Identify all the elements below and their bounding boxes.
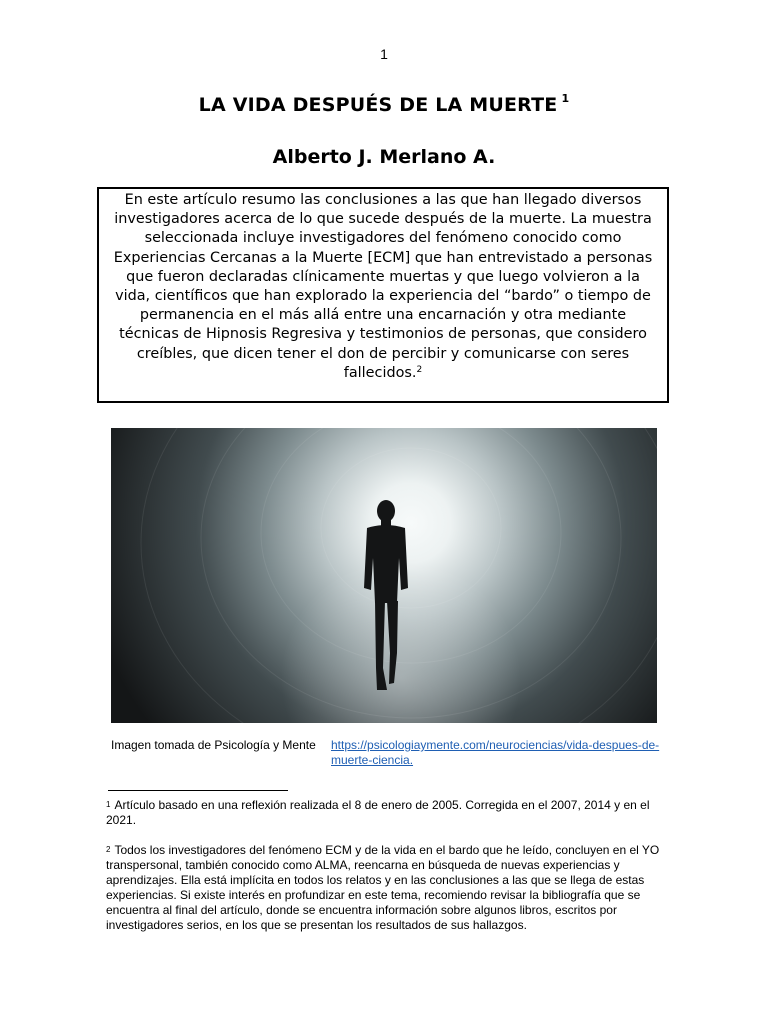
document-title [0, 94, 768, 116]
footnote-1-mark: 1 [106, 800, 111, 809]
page-number: 1 [380, 46, 388, 62]
title-text: LA VIDA DESPUÉS DE LA MUERTE [198, 94, 558, 116]
footnote-2 [106, 843, 666, 933]
abstract-text: En este artículo resumo las conclusiones a las que han llegado diversos investigadores acerca de lo que sucede después de la muerte. La muestra seleccionada incluye investigadores del fenómeno conocido como Experiencias Cercanas a la Muerte [ECM] que han entrevistado a personas que fueron declaradas clínicamente muertas y que luego volvieron a la vida, científicos que han explorado la experiencia del “bardo” o tiempo de permanencia en el más allá entre una encarnación y otra mediante técnicas de Hipnosis Regresiva y testimonios de personas, que considero creíbles, que dicen tener el don de percibir y comunicarse con seres fallecidos. [113, 192, 653, 381]
footnote-2-mark: 2 [106, 845, 111, 854]
footnote-separator [108, 790, 288, 791]
footnotes [106, 798, 666, 948]
footnote-1-text: Artículo basado en una reflexión realizada el 8 de enero de 2005. Corregida en el 2007, 2014 y en el 2021. [106, 798, 650, 827]
title-footnote-ref[interactable]: 1 [561, 92, 570, 105]
author-name: Alberto J. Merlano A. [272, 146, 496, 168]
caption-label: Imagen tomada de Psicología y Mente [111, 738, 316, 752]
hero-image [111, 428, 657, 723]
footnote-2-text: Todos los investigadores del fenómeno ECM y de la vida en el bardo que he leído, concluyen en el YO transpersonal, también conocido como ALMA, reencarna en búsqueda de nuevas experiencias y aprendizajes. Ella está implícita en todos los relatos y en las conclusiones a las que se llega de estas experiencias. Si existe interés en profundizar en este tema, recomiendo revisar la bibliografía que se encuentra al final del artículo, donde se encuentra información sobre algunos libros, escritos por investigadores serios, en los que se presentan los resultados de sus hallazgos. [106, 843, 660, 932]
footnote-1 [106, 798, 666, 828]
caption-source-link[interactable]: https://psicologiaymente.com/neurociencias/vida-despues-de-muerte-ciencia. [331, 738, 660, 767]
abstract-footnote-ref[interactable]: 2 [416, 364, 423, 375]
tunnel-illustration [111, 428, 657, 723]
abstract-box [97, 187, 669, 403]
